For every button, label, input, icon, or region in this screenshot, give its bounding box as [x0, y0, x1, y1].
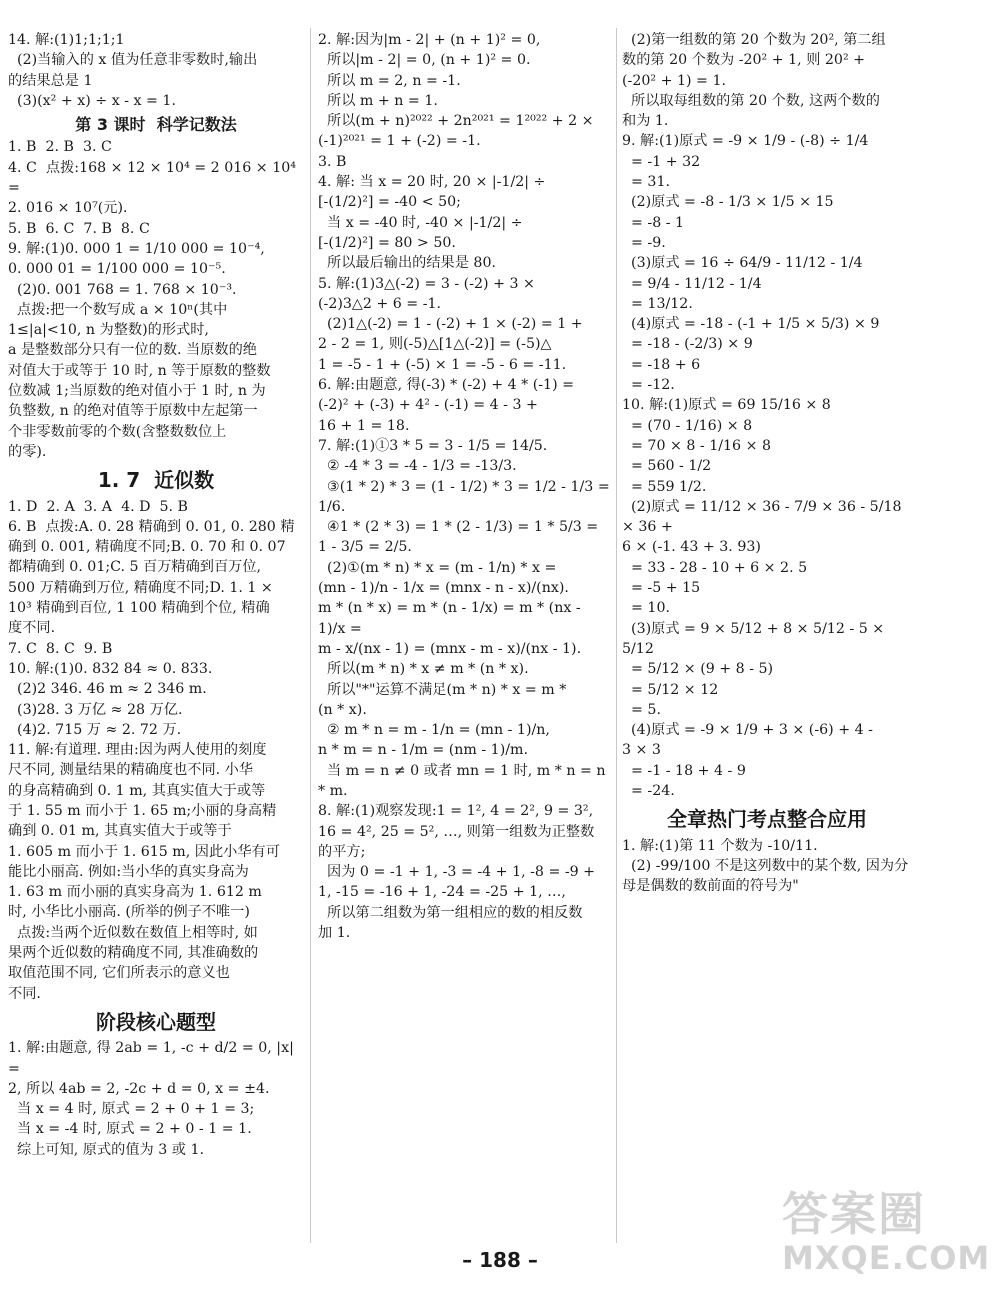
watermark-url: MXQE.COM	[782, 1239, 991, 1277]
middle-line: 所以 m = 2, n = -1.	[318, 72, 461, 89]
right-column	[622, 30, 912, 896]
middle-line: 16 = 4², 25 = 5², …, 则第一组数为正整数	[318, 823, 595, 840]
middle-line: 的平方;	[318, 843, 366, 860]
right-line: = 5.	[622, 701, 661, 718]
left-line: 1. 解:由题意, 得 2ab = 1, -c + d/2 = 0, |x| =	[8, 1040, 299, 1077]
right-line: 1. 解:(1)第 11 个数为 -10/11.	[622, 837, 818, 854]
watermark-logo: 答案圈	[782, 1187, 926, 1241]
right-line: = 70 × 8 - 1/16 × 8	[622, 437, 772, 454]
right-line: = -5 + 15	[622, 580, 701, 597]
left-line: 1. D 2. A 3. A 4. D 5. B	[8, 498, 188, 515]
left-line: 1. 605 m 而小于 1. 615 m, 因此小华有可	[8, 843, 280, 860]
column-divider-2	[616, 28, 617, 1243]
left-line: (2)当输入的 x 值为任意非零数时,输出	[8, 52, 258, 69]
right-line: (2)原式 = 11/12 × 36 - 7/9 × 36 - 5/18 × 36 +	[622, 498, 907, 536]
left-line: 4. C 点拨:168 × 12 × 10⁴ = 2 016 × 10⁴ =	[8, 159, 301, 197]
right-line: = (70 - 1/16) × 8	[622, 417, 753, 434]
right-line: (-20² + 1) = 1.	[622, 72, 726, 89]
left-line: 11. 解:有道理. 理由:因为两人使用的刻度	[8, 742, 267, 759]
left-line: 0. 000 01 = 1/100 000 = 10⁻⁵.	[8, 261, 226, 278]
middle-line: ② -4 * 3 = -4 - 1/3 = -13/3.	[318, 458, 517, 475]
left-line: 个非零数前零的个数(含整数数位上	[8, 423, 227, 440]
middle-line: 1/6.	[318, 498, 346, 515]
middle-line: (-1)²⁰²¹ = 1 + (-2) = -1.	[318, 133, 481, 150]
left-line: 点拨:当两个近似数在数值上相等时, 如	[8, 924, 258, 941]
middle-line: 2 - 2 = 1, 则(-5)△[1△(-2)] = (-5)△	[318, 336, 552, 353]
left-line: 500 万精确到万位, 精确度不同;D. 1. 1 ×	[8, 579, 273, 596]
left-line: 负整数, n 的绝对值等于原数中左起第一	[8, 403, 258, 420]
left-line: 果两个近似数的精确度不同, 其准确数的	[8, 945, 259, 962]
column-divider-1	[310, 28, 311, 1243]
middle-line: ③(1 * 2) * 3 = (1 - 1/2) * 3 = 1/2 - 1/3 =	[318, 478, 610, 495]
right-line: = 559 1/2.	[622, 478, 707, 495]
right-section-title: 全章热门考点整合应用	[667, 807, 867, 832]
left-line: 14. 解:(1)1;1;1;1	[8, 32, 125, 48]
right-line: = 560 - 1/2	[622, 458, 712, 475]
middle-line: 1 = -5 - 1 + (-5) × 1 = -5 - 6 = -11.	[318, 356, 567, 373]
middle-line: 7. 解:(1)①3 * 5 = 3 - 1/5 = 14/5.	[318, 437, 548, 454]
left-column	[8, 30, 304, 1160]
left-line: 5. B 6. C 7. B 8. C	[8, 220, 150, 237]
right-line: = 33 - 28 - 10 + 6 × 2. 5	[622, 559, 808, 576]
middle-line: 所以"*"运算不满足(m * n) * x = m *	[318, 681, 567, 698]
right-line: = 9/4 - 11/12 - 1/4	[622, 275, 762, 292]
middle-line: 所以第二组数为第一组相应的数的相反数	[318, 904, 583, 921]
middle-line: 3. B	[318, 153, 347, 170]
left-line: 1≤|a|<10, n 为整数)的形式时,	[8, 322, 209, 339]
middle-line: [-(1/2)²] = 80 > 50.	[318, 234, 456, 251]
right-line: = -18 - (-2/3) × 9	[622, 336, 753, 353]
middle-line: 4. 解: 当 x = 20 时, 20 × |-1/2| ÷	[318, 174, 546, 191]
left-line: 不同.	[8, 985, 41, 1002]
right-line: (4)原式 = -9 × 1/9 + 3 × (-6) + 4 -	[622, 722, 873, 739]
left-line: 10. 解:(1)0. 832 84 ≈ 0. 833.	[8, 660, 213, 677]
middle-line: (2)1△(-2) = 1 - (-2) + 1 × (-2) = 1 +	[318, 316, 583, 333]
middle-line: 16 + 1 = 18.	[318, 417, 410, 434]
left-line: 点拨:把一个数写成 a × 10ⁿ(其中	[8, 301, 228, 318]
left-line: 10³ 精确到百位, 1 100 精确到个位, 精确	[8, 600, 270, 617]
right-line: 和为 1.	[622, 113, 669, 130]
left-line: 都精确到 0. 01;C. 5 百万精确到百万位,	[8, 559, 262, 576]
middle-line: m * (n * x) = m * (n - 1/x) = m * (nx - 1)/x =	[318, 600, 586, 637]
left-line: a 是整数部分只有一位的数. 当原数的绝	[8, 342, 257, 359]
left-line: 9. 解:(1)0. 000 1 = 1/10 000 = 10⁻⁴,	[8, 240, 265, 257]
left-line: 确到 0. 01 m, 其真实值大于或等于	[8, 823, 232, 840]
right-line: 3 × 3	[622, 742, 661, 759]
left-line: 当 x = -4 时, 原式 = 2 + 0 - 1 = 1.	[8, 1121, 252, 1138]
right-line: (2) -99/100 不是这列数中的某个数, 因为分	[622, 857, 909, 874]
right-line: = -1 - 18 + 4 - 9	[622, 762, 746, 779]
middle-line: 8. 解:(1)观察发现:1 = 1², 4 = 2², 9 = 3²,	[318, 803, 594, 820]
middle-line: n * m = n - 1/m = (nm - 1)/m.	[318, 742, 528, 759]
left-line: 综上可知, 原式的值为 3 或 1.	[8, 1141, 205, 1158]
middle-line: (2)①(m * n) * x = (m - 1/n) * x =	[318, 559, 557, 576]
middle-line: 1 - 3/5 = 2/5.	[318, 539, 412, 556]
left-line: (3)28. 3 万亿 ≈ 28 万亿.	[8, 701, 183, 718]
right-line: = -12.	[622, 377, 675, 394]
left-line: 时, 小华比小丽高. (所举的例子不唯一)	[8, 904, 250, 921]
right-line: = -9.	[622, 234, 666, 251]
left-line: (3)(x² + x) ÷ x - x = 1.	[8, 92, 176, 109]
page-number: – 188 –	[462, 1248, 538, 1272]
right-line: 6 × (-1. 43 + 3. 93)	[622, 539, 761, 556]
middle-line: 因为 0 = -1 + 1, -3 = -4 + 1, -8 = -9 +	[318, 864, 596, 881]
middle-line: ② m * n = m - 1/n = (mn - 1)/n,	[318, 722, 550, 739]
left-line: 尺不同, 测量结果的精确度也不同. 小华	[8, 762, 254, 779]
right-line: (3)原式 = 9 × 5/12 + 8 × 5/12 - 5 × 5/12	[622, 620, 889, 657]
middle-line: 加 1.	[318, 925, 351, 942]
left-line: 位数减 1;当原数的绝对值小于 1 时, n 为	[8, 383, 266, 400]
left-line: 7. C 8. C 9. B	[8, 640, 113, 657]
right-line: = 13/12.	[622, 295, 693, 312]
right-line: = 10.	[622, 600, 670, 617]
right-line: = -8 - 1	[622, 214, 685, 231]
left-line: 2. 016 × 10⁷(元).	[8, 200, 128, 217]
middle-line: 当 x = -40 时, -40 × |-1/2| ÷	[318, 214, 523, 231]
left-line: 1. B 2. B 3. C	[8, 139, 112, 156]
middle-line: 所以最后输出的结果是 80.	[318, 255, 496, 272]
right-line: = -18 + 6	[622, 356, 701, 373]
left-line: 的身高精确到 0. 1 m, 其真实值大于或等	[8, 782, 266, 799]
right-line: 母是偶数的数前面的符号为"	[622, 878, 799, 895]
left-line: 的结果总是 1	[8, 72, 93, 89]
right-line: = -1 + 32	[622, 153, 701, 170]
right-line: = 5/12 × 12	[622, 681, 719, 698]
left-heading: 第 3 课时 科学记数法	[75, 115, 237, 135]
left-line: 能比小丽高. 例如:当小华的真实身高为	[8, 863, 249, 880]
left-line: (2)0. 001 768 = 1. 768 × 10⁻³.	[8, 281, 237, 298]
right-line: (2)第一组数的第 20 个数为 20², 第二组	[622, 32, 886, 48]
middle-line: 所以(m * n) * x ≠ m * (n * x).	[318, 661, 529, 678]
right-line: 数的第 20 个数为 -20² + 1, 则 20² +	[622, 52, 866, 69]
right-line: = -24.	[622, 782, 675, 799]
right-line: 所以取每组数的第 20 个数, 这两个数的	[622, 92, 880, 109]
middle-column	[318, 30, 610, 943]
middle-line: (-2)² + (-3) + 4² - (-1) = 4 - 3 +	[318, 397, 538, 414]
middle-line: 所以 m + n = 1.	[318, 92, 438, 109]
left-line: 取值范围不同, 它们所表示的意义也	[8, 965, 230, 982]
middle-line: 2. 解:因为|m - 2| + (n + 1)² = 0,	[318, 32, 541, 48]
left-line: 的零).	[8, 443, 47, 460]
middle-line: (mn - 1)/n - 1/x = (mnx - n - x)/(nx).	[318, 580, 569, 597]
left-line: 6. B 点拨:A. 0. 28 精确到 0. 01, 0. 280 精	[8, 518, 295, 535]
left-line: 2, 所以 4ab = 2, -2c + d = 0, x = ±4.	[8, 1080, 270, 1097]
middle-line: (-2)3△2 + 6 = -1.	[318, 295, 442, 312]
right-line: (4)原式 = -18 - (-1 + 1/5 × 5/3) × 9	[622, 316, 880, 333]
left-line: 确到 0. 001, 精确度不同;B. 0. 70 和 0. 07	[8, 539, 286, 556]
right-line: = 31.	[622, 174, 670, 191]
right-line: 10. 解:(1)原式 = 69 15/16 × 8	[622, 397, 831, 414]
middle-line: 当 m = n ≠ 0 或者 mn = 1 时, m * n = n * m.	[318, 762, 611, 799]
right-line: (2)原式 = -8 - 1/3 × 1/5 × 15	[622, 194, 834, 211]
right-line: = 5/12 × (9 + 8 - 5)	[622, 661, 774, 678]
right-line: (3)原式 = 16 ÷ 64/9 - 11/12 - 1/4	[622, 255, 863, 272]
middle-line: 5. 解:(1)3△(-2) = 3 - (-2) + 3 ×	[318, 275, 535, 292]
middle-line: ④1 * (2 * 3) = 1 * (2 - 1/3) = 1 * 5/3 =	[318, 519, 599, 536]
left-section-title: 阶段核心题型	[96, 1009, 216, 1034]
middle-line: 1, -15 = -16 + 1, -24 = -25 + 1, …,	[318, 884, 566, 901]
right-line: 9. 解:(1)原式 = -9 × 1/9 - (-8) ÷ 1/4	[622, 133, 869, 150]
left-line: 当 x = 4 时, 原式 = 2 + 0 + 1 = 3;	[8, 1101, 255, 1118]
watermark	[782, 1187, 991, 1284]
left-section-title: 1. 7 近似数	[97, 468, 215, 493]
middle-line: m - x/(nx - 1) = (mnx - m - x)/(nx - 1).	[318, 640, 582, 657]
middle-line: (n * x).	[318, 701, 367, 718]
left-line: (2)2 346. 46 m ≈ 2 346 m.	[8, 681, 207, 698]
left-line: 于 1. 55 m 而小于 1. 65 m;小丽的身高精	[8, 802, 277, 819]
middle-line: 所以|m - 2| = 0, (n + 1)² = 0.	[318, 52, 531, 69]
middle-line: 所以(m + n)²⁰²² + 2n²⁰²¹ = 1²⁰²² + 2 ×	[318, 113, 594, 130]
left-line: 1. 63 m 而小丽的真实身高为 1. 612 m	[8, 884, 262, 901]
left-line: (4)2. 715 万 ≈ 2. 72 万.	[8, 721, 182, 738]
left-line: 度不同.	[8, 620, 56, 637]
middle-line: 6. 解:由题意, 得(-3) * (-2) + 4 * (-1) =	[318, 377, 575, 394]
left-line: 对值大于或等于 10 时, n 等于原数的整数	[8, 362, 271, 379]
middle-line: [-(1/2)²] = -40 < 50;	[318, 194, 461, 211]
